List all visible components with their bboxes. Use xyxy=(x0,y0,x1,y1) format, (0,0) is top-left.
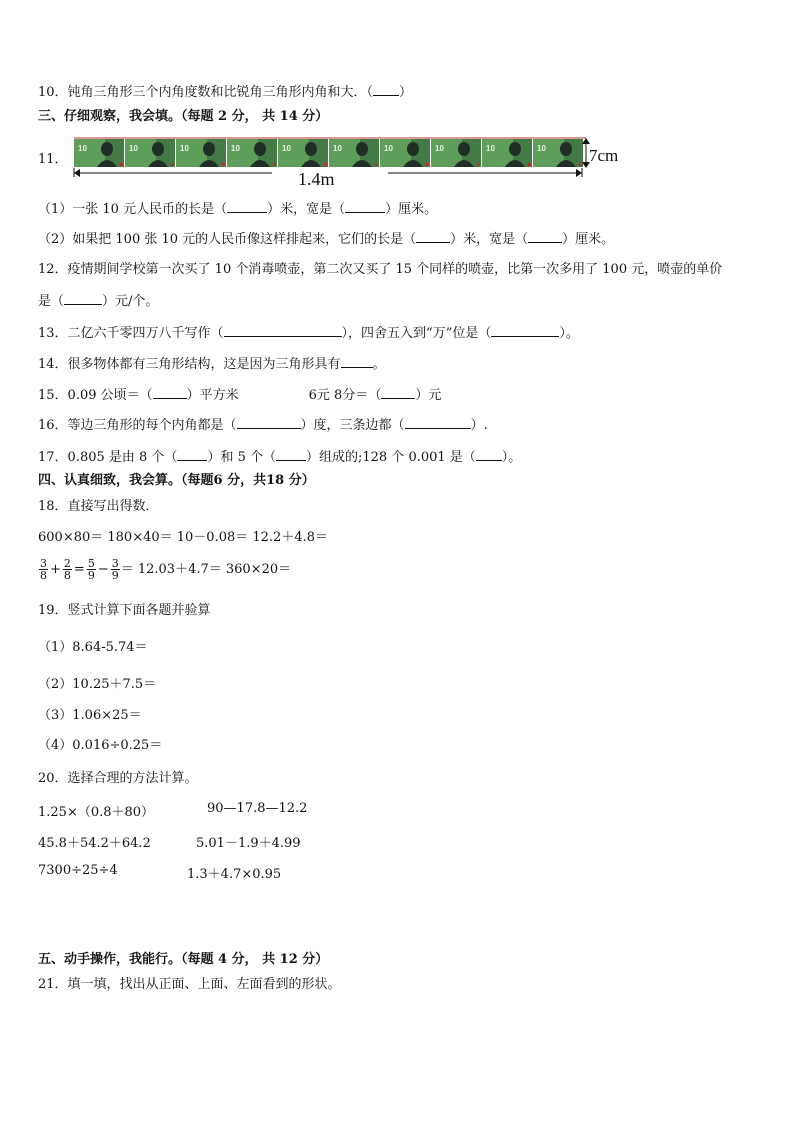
fraction: $\frac{3}{8}$ xyxy=(40,557,47,582)
question-11-part-1: （1）一张 10 元人民币的长是（ ）米，宽是（ ）厘米。 xyxy=(38,202,438,217)
seal-mark xyxy=(222,163,225,166)
answer-blank[interactable] xyxy=(64,292,102,305)
denomination-label: 10 xyxy=(435,144,444,153)
portrait-icon xyxy=(407,142,419,156)
section-5-title: 五、动手操作，我能行。（每题 4 分， 共 12 分） xyxy=(38,952,329,967)
question-16: 16．等边三角形的每个内角都是（ ）度，三条边都（ ）. xyxy=(38,418,488,433)
banknote xyxy=(125,139,175,167)
question-21: 21．填一填，找出从正面、上面、左面看到的形状。 xyxy=(38,977,341,992)
seal-mark xyxy=(579,163,582,166)
answer-blank[interactable] xyxy=(341,355,373,368)
seal-mark xyxy=(171,163,174,166)
seal-mark xyxy=(528,163,531,166)
question-19-item: （1）8.64-5.74＝ xyxy=(38,640,148,655)
denomination-label: 10 xyxy=(282,144,291,153)
length-label: 1.4m xyxy=(298,169,335,189)
portrait-icon xyxy=(560,142,572,156)
question-20-expr: 1.25×（0.8＋80） xyxy=(38,805,155,820)
portrait-icon xyxy=(101,142,113,156)
answer-blank[interactable] xyxy=(381,386,415,399)
question-13: 13．二亿六千零四万八千写作（ ），四舍五入到“万”位是（ ）。 xyxy=(38,326,579,341)
answer-blank[interactable] xyxy=(373,83,399,96)
length-arrow-right xyxy=(576,169,582,177)
banknote xyxy=(278,139,328,167)
fraction: $\frac{3}{9}$ xyxy=(111,557,119,582)
fraction: $\frac{5}{9}$ xyxy=(87,557,95,582)
banknote xyxy=(380,139,430,167)
denomination-label: 10 xyxy=(486,144,495,153)
question-19-item: （2）10.25＋7.5＝ xyxy=(38,677,157,692)
answer-blank[interactable] xyxy=(177,448,207,461)
seal-mark xyxy=(324,163,327,166)
question-14: 14．很多物体都有三角形结构，这是因为三角形具有 。 xyxy=(38,357,386,372)
question-20-expr: 90—17.8—12.2 xyxy=(207,801,308,816)
seal-mark xyxy=(426,163,429,166)
portrait-icon xyxy=(356,142,368,156)
denomination-label: 10 xyxy=(180,144,189,153)
question-20-expr: 5.01－1.9＋4.99 xyxy=(196,836,301,851)
denomination-label: 10 xyxy=(231,144,240,153)
denomination-label: 10 xyxy=(129,144,138,153)
question-19-title: 19．竖式计算下面各题并验算 xyxy=(38,603,211,618)
question-11-number: 11． xyxy=(38,152,68,167)
question-20-expr: 1.3＋4.7×0.95 xyxy=(187,867,282,882)
banknote xyxy=(329,139,379,167)
question-10: 10．钝角三角形三个内角度数和比锐角三角形内角和大．（ ） xyxy=(38,85,413,100)
height-arrow-top xyxy=(582,138,590,144)
question-20-expr: 45.8＋54.2＋64.2 xyxy=(38,836,151,851)
answer-blank[interactable] xyxy=(476,448,502,461)
banknote xyxy=(482,139,532,167)
section-4-title: 四、认真细致，我会算。（每题6 分，共18 分） xyxy=(38,473,315,488)
answer-blank[interactable] xyxy=(528,230,562,243)
length-arrow-left xyxy=(74,169,80,177)
portrait-icon xyxy=(152,142,164,156)
height-label: 7cm xyxy=(589,146,619,165)
portrait-icon xyxy=(254,142,266,156)
banknote xyxy=(176,139,226,167)
denomination-label: 10 xyxy=(384,144,393,153)
banknote-row-figure xyxy=(72,137,632,189)
banknote-row xyxy=(74,139,583,167)
denomination-label: 10 xyxy=(78,144,87,153)
banknote xyxy=(227,139,277,167)
answer-blank[interactable] xyxy=(416,230,450,243)
answer-blank[interactable] xyxy=(237,416,301,429)
question-12-line-2: 是（ ）元/个。 xyxy=(38,294,159,309)
question-11-part-2: （2）如果把 100 张 10 元的人民币像这样排起来，它们的长是（ ）米，宽是（ ）厘米。 xyxy=(38,232,615,247)
question-18-title: 18．直接写出得数． xyxy=(38,499,159,514)
denomination-label: 10 xyxy=(333,144,342,153)
question-19-item: （4）0.016÷0.25＝ xyxy=(38,738,163,753)
denomination-label: 10 xyxy=(537,144,546,153)
answer-blank[interactable] xyxy=(405,416,471,429)
question-18-row-1: 600×80＝ 180×40＝ 10－0.08＝ 12.2＋4.8＝ xyxy=(38,530,328,545)
portrait-icon xyxy=(305,142,317,156)
portrait-icon xyxy=(458,142,470,156)
portrait-icon xyxy=(203,142,215,156)
question-20-expr: 7300÷25÷4 xyxy=(38,863,118,878)
banknote xyxy=(431,139,481,167)
seal-mark xyxy=(273,163,276,166)
answer-blank[interactable] xyxy=(153,386,187,399)
seal-mark xyxy=(120,163,123,166)
question-15: 15．0.09 公顷＝（ ）平方米 6元 8分＝（ ）元 xyxy=(38,388,442,403)
answer-blank[interactable] xyxy=(491,324,559,337)
banknote xyxy=(533,139,583,167)
question-18-row-2: $\frac{3}{8}$ + $\frac{2}{8}$ = $\frac{5}{9}$ − $\frac{3}{9}$ ＝ 12.03＋4.7＝ 360×20＝ xyxy=(40,557,292,582)
seal-mark xyxy=(477,163,480,166)
question-17: 17．0.805 是由 8 个（ ）和 5 个（ ）组成的;128 个 0.001 是（ ）。 xyxy=(38,450,522,465)
question-12-line-1: 12．疫情期间学校第一次买了 10 个消毒喷壶，第二次又买了 15 个同样的喷壶，比第一次多用了 100 元，喷壶的单价 xyxy=(38,262,723,277)
portrait-icon xyxy=(509,142,521,156)
question-20-title: 20．选择合理的方法计算。 xyxy=(38,771,198,786)
section-3-title: 三、仔细观察，我会填。（每题 2 分， 共 14 分） xyxy=(38,109,329,124)
banknote xyxy=(74,139,124,167)
seal-mark xyxy=(375,163,378,166)
fraction: $\frac{2}{8}$ xyxy=(63,557,71,582)
answer-blank[interactable] xyxy=(227,200,267,213)
answer-blank[interactable] xyxy=(276,448,306,461)
answer-blank[interactable] xyxy=(345,200,385,213)
answer-blank[interactable] xyxy=(224,324,342,337)
question-19-item: （3）1.06×25＝ xyxy=(38,708,142,723)
